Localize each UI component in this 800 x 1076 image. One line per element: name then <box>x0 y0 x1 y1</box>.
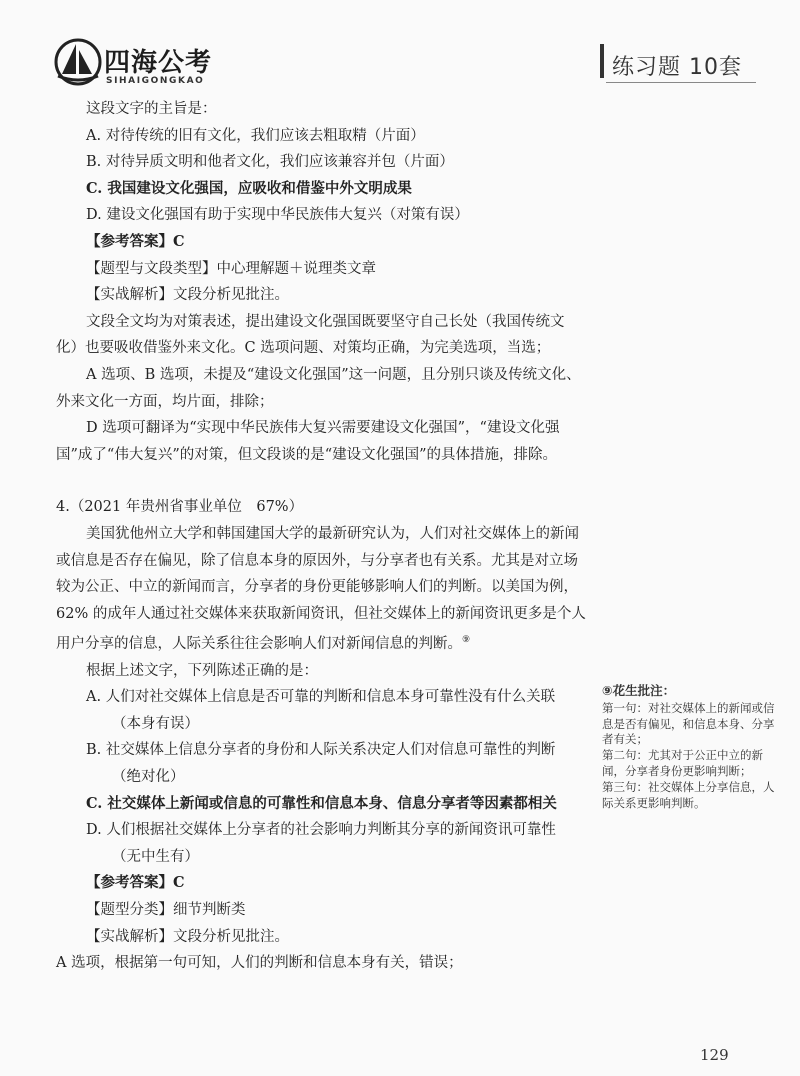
q3-option-d: D. 建设文化强国有助于实现中华民族伟大复兴（对策有误） <box>86 207 469 224</box>
q4-heading: 4.（2021 年贵州省事业单位 67%） <box>56 499 304 516</box>
logo-subtext: SIHAIGONGKAO <box>106 76 205 86</box>
header-divider <box>600 44 604 78</box>
margin-annotation <box>602 683 778 811</box>
q4-option-a-note: （本身有误） <box>112 715 199 732</box>
q4-prompt: 根据上述文字，下列陈述正确的是： <box>86 662 318 679</box>
main-content <box>56 96 586 977</box>
annotation-line-3: 第三句：社交媒体上分享信息，人际关系更影响判断。 <box>602 779 775 810</box>
q3-analysis-label: 【实战解析】文段分析见批注。 <box>86 287 289 304</box>
q4-option-a: A. 人们对社交媒体上信息是否可靠的判断和信息本身可靠性没有什么关联 <box>86 689 556 706</box>
q4-option-c: C. 社交媒体上新闻或信息的可靠性和信息本身、信息分享者等因素都相关 <box>86 794 557 812</box>
page-number: 129 <box>700 1046 729 1064</box>
annotation-title: ⑨花生批注： <box>602 683 676 698</box>
section-title: 练习题 10套 <box>612 55 742 80</box>
q3-analysis-3: D 选项可翻译为“实现中华民族伟大复兴需要建设文化强国”，“建设文化强国”成了“伟大复兴”的对策，但文段谈的是“建设文化强国”的具体措施，排除。 <box>56 420 560 463</box>
q3-option-b: B. 对待异质文明和他者文化，我们应该兼容并包（片面） <box>86 154 454 171</box>
q3-type: 【题型与文段类型】中心理解题＋说理类文章 <box>86 260 376 277</box>
q4-option-d: D. 人们根据社交媒体上分享者的社会影响力判断其分享的新闻资讯可靠性 <box>86 822 556 839</box>
sailboat-logo-icon <box>52 38 104 86</box>
q3-analysis-1: 文段全文均为对策表述，提出建设文化强国既要坚守自己长处（我国传统文化）也要吸收借鉴外来文化。C 选项问题、对策均正确，为完美选项，当选； <box>56 313 565 357</box>
logo-text: 四海公考 <box>104 48 213 78</box>
q4-option-b: B. 社交媒体上信息分享者的身份和人际关系决定人们对信息可靠性的判断 <box>86 742 556 759</box>
q4-option-d-note: （无中生有） <box>112 848 199 865</box>
annotation-line-1: 第一句：对社交媒体上的新闻或信息是否有偏见，和信息本身、分享者有关； <box>602 700 775 747</box>
q4-answer: 【参考答案】C <box>86 874 185 892</box>
q4-passage: 美国犹他州立大学和韩国建国大学的最新研究认为，人们对社交媒体上的新闻或信息是否存在偏见，除了信息本身的原因外，与分享者也有关系。尤其是对立场较为公正、中立的新闻而言，分享者的身份更能够影响人们的判断。以美国为例，62% 的成年人通过社交媒体来获取新闻资讯，但社交媒体上的新闻资讯更多是个人用户分享的信息，人际关系往往会影响人们对新闻信息的判断。⑨ <box>56 525 586 653</box>
q3-option-a: A. 对待传统的旧有文化，我们应该去粗取精（片面） <box>86 127 425 144</box>
header-underline <box>606 82 756 83</box>
page-header <box>0 0 800 110</box>
q4-type: 【题型分类】细节判断类 <box>86 902 246 919</box>
q4-analysis-label: 【实战解析】文段分析见批注。 <box>86 928 289 945</box>
q4-option-b-note: （绝对化） <box>112 769 185 786</box>
q3-answer: 【参考答案】C <box>86 232 185 250</box>
q3-option-c: C. 我国建设文化强国，应吸收和借鉴中外文明成果 <box>86 179 412 197</box>
q4-analysis-a: A 选项，根据第一句可知，人们的判断和信息本身有关，错误； <box>56 955 463 972</box>
q3-analysis-2: A 选项、B 选项，未提及“建设文化强国”这一问题，且分别只谈及传统文化、外来文化一方面，均片面，排除； <box>56 366 581 410</box>
annotation-marker: ⑨ <box>462 635 471 646</box>
annotation-line-2: 第二句：尤其对于公正中立的新闻，分享者身份更影响判断； <box>602 748 763 778</box>
q3-prompt: 这段文字的主旨是： <box>86 101 217 117</box>
